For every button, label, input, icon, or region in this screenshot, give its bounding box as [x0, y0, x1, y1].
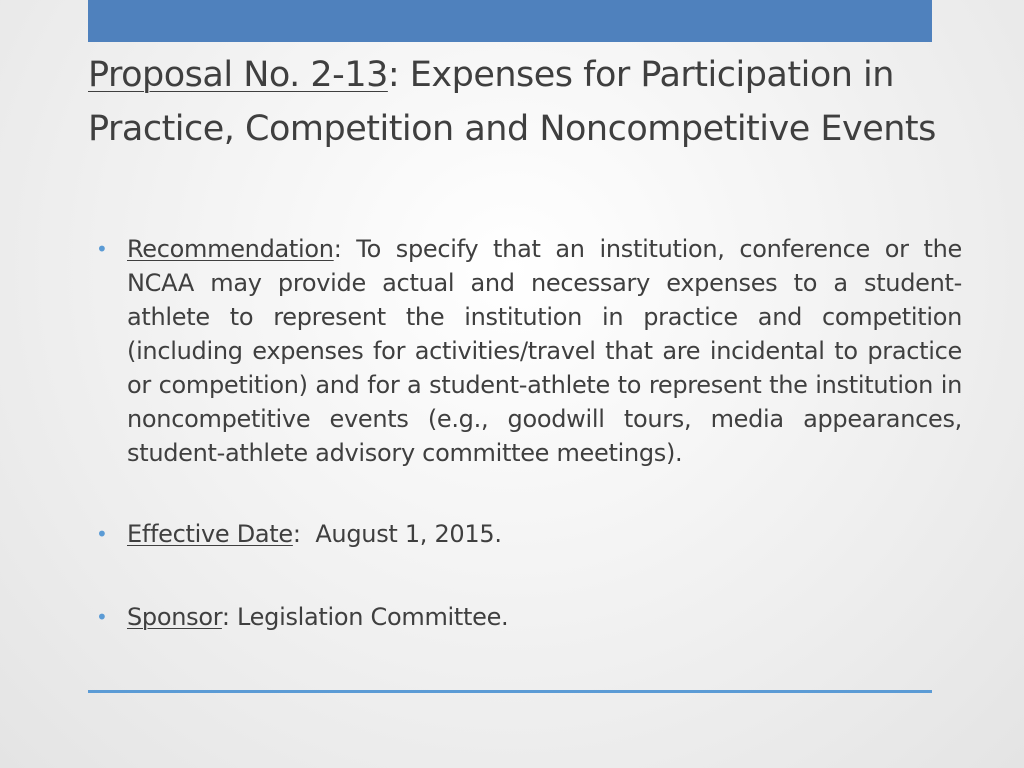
proposal-number: Proposal No. 2-13 — [88, 55, 388, 95]
bullet-label-recommendation: Recommendation — [127, 235, 334, 263]
bullet-dot-icon: • — [96, 522, 108, 546]
bullet-text-effective-date: : August 1, 2015. — [292, 520, 502, 548]
bullet-text-sponsor: : Legislation Committee. — [221, 603, 509, 631]
bullet-list — [88, 232, 962, 634]
bullet-dot-icon: • — [96, 237, 108, 261]
bullet-recommendation — [88, 232, 962, 470]
bullet-label-sponsor: Sponsor — [127, 603, 222, 631]
bullet-effective-date — [88, 517, 962, 551]
bottom-divider — [88, 690, 932, 693]
proposal-title-text: : Expenses for Participation in Practice, Competition and Noncompetitive Events — [88, 55, 936, 149]
bullet-text-recommendation: : To specify that an institution, conference or the NCAA may provide actual and necessary expenses to a student-athlete to represent the institution in practice and competition (including expenses for activities/travel that are incidental to practice or competition) and for a student-athlete to represent the institution in noncompetitive events (e.g., goodwill tours, media appearances, student-athlete advisory committee meetings). — [127, 235, 962, 467]
bullet-label-effective-date: Effective Date — [127, 520, 293, 548]
bullet-sponsor — [88, 600, 962, 634]
top-accent-bar — [88, 0, 932, 42]
slide-title — [88, 48, 1008, 156]
bullet-dot-icon: • — [96, 605, 108, 629]
